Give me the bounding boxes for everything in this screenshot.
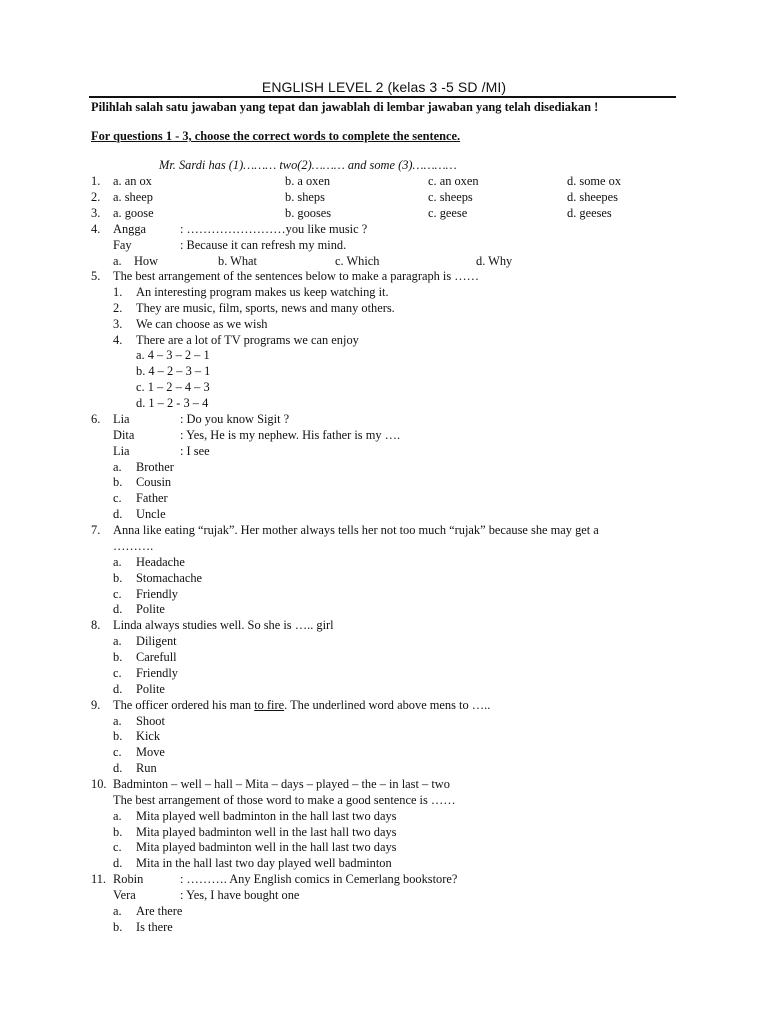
- option-a: a. sheep: [113, 190, 153, 204]
- sentence-text: An interesting program makes us keep watching it.: [136, 285, 389, 299]
- dialog-line: : Yes, I have bought one: [180, 888, 300, 902]
- option-c: c. geese: [428, 206, 468, 220]
- option-text: Polite: [136, 602, 165, 616]
- question-text: The best arrangement of the sentences below to make a paragraph is ……: [113, 269, 480, 283]
- option-text: Friendly: [136, 587, 178, 601]
- option-c: c. 1 – 2 – 4 – 3: [136, 380, 210, 394]
- question-number: 9.: [91, 698, 101, 712]
- option-text: Is there: [136, 920, 173, 934]
- option-text: Brother: [136, 460, 174, 474]
- option-d: d. some ox: [567, 174, 622, 188]
- option-d: d. geeses: [567, 206, 612, 220]
- sentence-number: 1.: [113, 285, 123, 299]
- option-text: Mita played well badminton in the hall last two days: [136, 809, 397, 823]
- question-number: 6.: [91, 412, 101, 426]
- question-number: 10.: [91, 777, 107, 791]
- option-letter: d.: [113, 761, 123, 775]
- speaker-name: Vera: [113, 888, 136, 902]
- option-text: Father: [136, 491, 168, 505]
- option-letter: c.: [113, 745, 122, 759]
- option-text: Friendly: [136, 666, 178, 680]
- option-letter: a.: [113, 460, 122, 474]
- option-text: Are there: [136, 904, 183, 918]
- option-a: a. How: [113, 254, 159, 268]
- instruction-text: Pilihlah salah satu jawaban yang tepat dan jawablah di lembar jawaban yang telah disediakan !: [91, 100, 599, 114]
- option-text: Diligent: [136, 634, 177, 648]
- option-text: Polite: [136, 682, 165, 696]
- option-text: Move: [136, 745, 165, 759]
- question-text-pre: The officer ordered his man: [113, 698, 255, 712]
- speaker-name: Dita: [113, 428, 135, 442]
- option-b: b. sheps: [285, 190, 325, 204]
- word-list: Badminton – well – hall – Mita – days – played – the – in last – two: [113, 777, 450, 791]
- option-letter: a.: [113, 809, 122, 823]
- option-a: a. 4 – 3 – 2 – 1: [136, 348, 210, 362]
- option-d: d. Why: [476, 254, 513, 268]
- option-text: Headache: [136, 555, 185, 569]
- option-a: a. goose: [113, 206, 154, 220]
- question-text-cont: ……….: [113, 539, 154, 553]
- option-text: Carefull: [136, 650, 177, 664]
- option-text: Mita played badminton well in the last hall two days: [136, 825, 397, 839]
- option-letter: b.: [113, 475, 123, 489]
- sentence-text: They are music, film, sports, news and many others.: [136, 301, 395, 315]
- dialog-line: : Do you know Sigit ?: [180, 412, 290, 426]
- option-text: Shoot: [136, 714, 165, 728]
- dialog-line: : ……………………you like music ?: [180, 222, 368, 236]
- option-text: Mita played badminton well in the hall last two days: [136, 840, 397, 854]
- option-letter: c.: [113, 840, 122, 854]
- sentence-number: 3.: [113, 317, 123, 331]
- dialog-line: : Yes, He is my nephew. His father is my ….: [180, 428, 401, 442]
- option-letter: a.: [113, 634, 122, 648]
- section-heading: For questions 1 - 3, choose the correct words to complete the sentence.: [91, 129, 461, 143]
- option-letter: d.: [113, 507, 123, 521]
- speaker-name: Lia: [113, 412, 130, 426]
- q1-3-prompt: Mr. Sardi has (1)……… two(2)……… and some (3)…………: [159, 158, 457, 172]
- question-number: 8.: [91, 618, 101, 632]
- option-b: b. gooses: [285, 206, 332, 220]
- option-b: b. What: [218, 254, 257, 268]
- option-text: Kick: [136, 729, 161, 743]
- question-text: The best arrangement of those word to make a good sentence is ……: [113, 793, 456, 807]
- question-text-post: . The underlined word above mens to …..: [284, 698, 491, 712]
- dialog-line: : ………. Any English comics in Cemerlang bookstore?: [180, 872, 458, 886]
- option-letter: d.: [113, 602, 123, 616]
- question-number: 4.: [91, 222, 101, 236]
- option-letter: a.: [113, 904, 122, 918]
- option-c: c. Which: [335, 254, 380, 268]
- speaker-name: Angga: [113, 222, 147, 236]
- page-title: ENGLISH LEVEL 2 (kelas 3 -5 SD /MI): [261, 79, 507, 95]
- option-letter: b.: [113, 920, 123, 934]
- question-text: Anna like eating “rujak”. Her mother always tells her not too much “rujak” because she may get a: [113, 523, 599, 537]
- dialog-line: : Because it can refresh my mind.: [180, 238, 347, 252]
- question-number: 7.: [91, 523, 101, 537]
- option-letter: a.: [113, 714, 122, 728]
- question-number: 11.: [91, 872, 107, 886]
- option-c: c. sheeps: [428, 190, 473, 204]
- dialog-line: : I see: [180, 444, 210, 458]
- option-letter: b.: [113, 825, 123, 839]
- question-number: 2.: [91, 190, 101, 204]
- option-d: d. 1 – 2 - 3 – 4: [136, 396, 209, 410]
- speaker-name: Fay: [113, 238, 132, 252]
- question-text: [113, 698, 490, 713]
- option-text: Run: [136, 761, 157, 775]
- option-letter: d.: [113, 856, 123, 870]
- question-number: 3.: [91, 206, 101, 220]
- question-text: Linda always studies well. So she is ….. girl: [113, 618, 334, 632]
- sentence-number: 2.: [113, 301, 123, 315]
- option-b: b. a oxen: [285, 174, 331, 188]
- option-text: Cousin: [136, 475, 172, 489]
- option-letter: c.: [113, 587, 122, 601]
- underlined-word: to fire: [254, 698, 285, 712]
- option-letter: b.: [113, 571, 123, 585]
- option-d: d. sheepes: [567, 190, 618, 204]
- sentence-text: There are a lot of TV programs we can enjoy: [136, 333, 359, 347]
- question-number: 1.: [91, 174, 101, 188]
- option-letter: b.: [113, 729, 123, 743]
- question-number: 5.: [91, 269, 101, 283]
- sentence-number: 4.: [113, 333, 123, 347]
- sentence-text: We can choose as we wish: [136, 317, 268, 331]
- option-letter: b.: [113, 650, 123, 664]
- option-letter: c.: [113, 666, 122, 680]
- speaker-name: Lia: [113, 444, 130, 458]
- title-divider: [89, 96, 676, 98]
- option-letter: c.: [113, 491, 122, 505]
- option-letter: a.: [113, 555, 122, 569]
- option-c: c. an oxen: [428, 174, 479, 188]
- option-text: Uncle: [136, 507, 166, 521]
- option-letter: d.: [113, 682, 123, 696]
- option-text: Stomachache: [136, 571, 203, 585]
- option-b: b. 4 – 2 – 3 – 1: [136, 364, 211, 378]
- option-text: Mita in the hall last two day played well badminton: [136, 856, 392, 870]
- option-a: a. an ox: [113, 174, 152, 188]
- speaker-name: Robin: [113, 872, 144, 886]
